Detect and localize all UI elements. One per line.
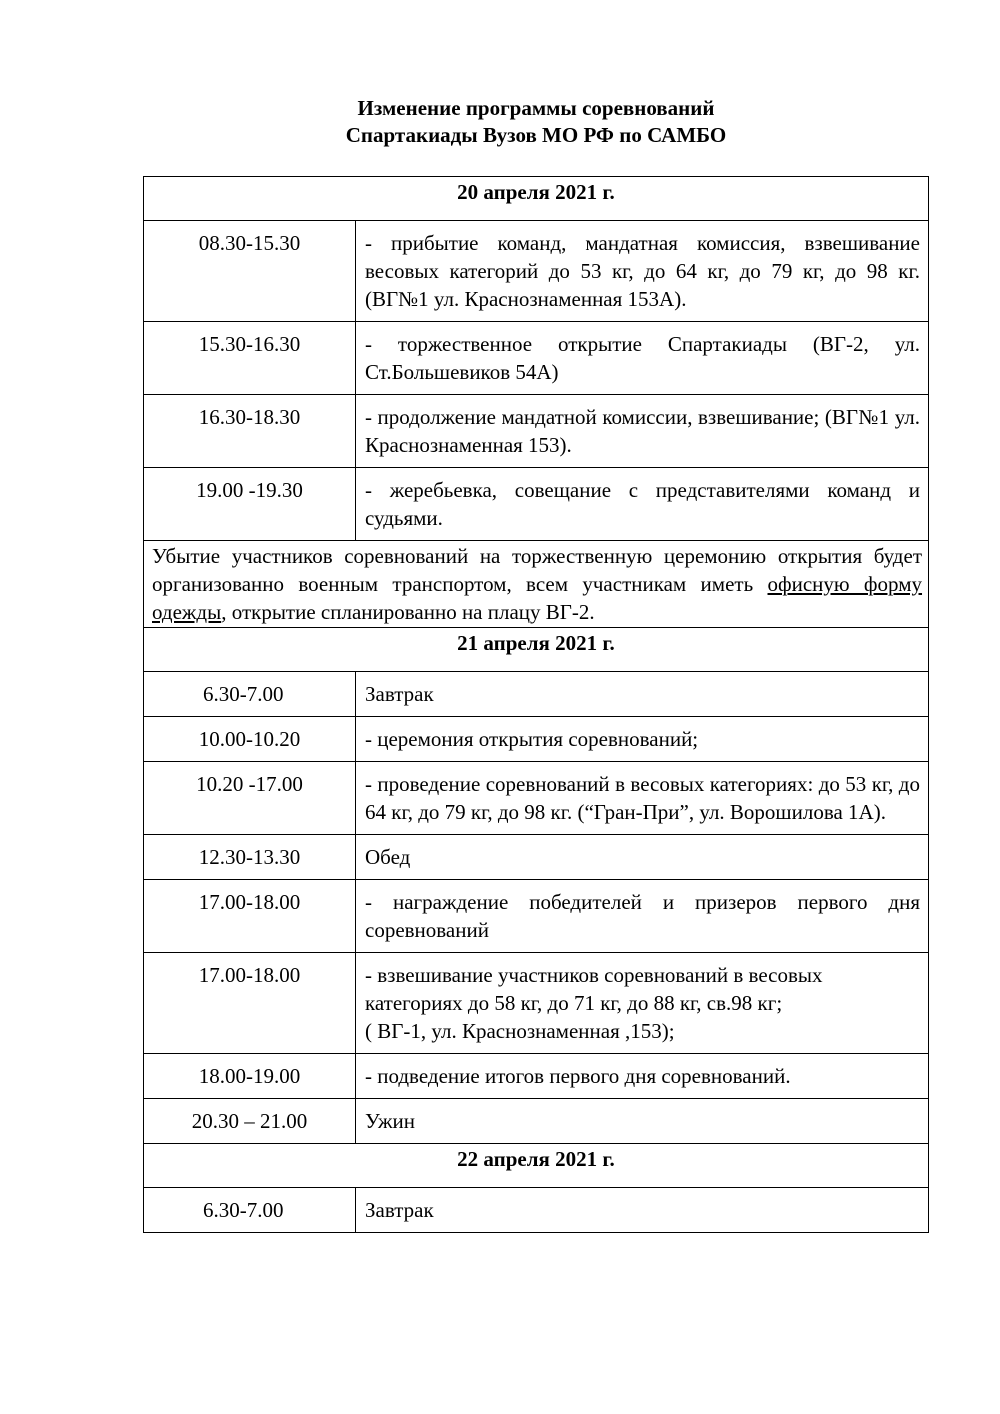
table-row xyxy=(144,322,929,395)
document-title xyxy=(0,95,1000,149)
time-cell: 17.00-18.00 xyxy=(144,880,356,953)
note-row xyxy=(144,541,929,628)
time-cell: 12.30-13.30 xyxy=(144,835,356,880)
transport-note xyxy=(144,541,929,628)
time-cell: 18.00-19.00 xyxy=(144,1054,356,1099)
title-line-2: Спартакиады Вузов МО РФ по САМБО xyxy=(345,123,727,147)
description-cell: Ужин xyxy=(356,1099,929,1144)
time-cell: 08.30-15.30 xyxy=(144,221,356,322)
table-row xyxy=(144,835,929,880)
time-cell: 17.00-18.00 xyxy=(144,953,356,1054)
date-row xyxy=(144,628,929,672)
date-heading: 21 апреля 2021 г. xyxy=(144,628,929,672)
description-cell: - церемония открытия соревнований; xyxy=(356,717,929,762)
description-cell: - торжественное открытие Спартакиады (ВГ-2, ул. Ст.Большевиков 54А) xyxy=(356,322,929,395)
title-line-1: Изменение программы соревнований xyxy=(357,96,715,120)
time-cell: 20.30 – 21.00 xyxy=(144,1099,356,1144)
date-heading: 22 апреля 2021 г. xyxy=(144,1144,929,1188)
table-row xyxy=(144,468,929,541)
time-cell: 6.30-7.00 xyxy=(144,1188,356,1233)
time-cell: 15.30-16.30 xyxy=(144,322,356,395)
description-cell: - проведение соревнований в весовых категориях: до 53 кг, до 64 кг, до 79 кг, до 98 кг. (“Гран-При”, ул. Ворошилова 1А). xyxy=(356,762,929,835)
note-text: Убытие участников соревнований на торжественную церемонию открытия будет организованно военным транспортом, всем участникам иметь xyxy=(152,544,922,596)
date-row xyxy=(144,177,929,221)
description-cell: - жеребьевка, совещание с представителями команд и судьями. xyxy=(356,468,929,541)
description-line: ( ВГ-1, ул. Краснознаменная ,153); xyxy=(365,1019,675,1043)
time-cell: 6.30-7.00 xyxy=(144,672,356,717)
description-cell: - прибытие команд, мандатная комиссия, взвешивание весовых категорий до 53 кг, до 64 кг, до 79 кг, до 98 кг. (ВГ№1 ул. Краснознаменная 153А). xyxy=(356,221,929,322)
time-cell: 10.20 -17.00 xyxy=(144,762,356,835)
table-row xyxy=(144,1099,929,1144)
date-heading: 20 апреля 2021 г. xyxy=(144,177,929,221)
description-cell: - награждение победителей и призеров первого дня соревнований xyxy=(356,880,929,953)
description-line: - взвешивание участников соревнований в весовых xyxy=(365,963,823,987)
table-row xyxy=(144,1188,929,1233)
table-row xyxy=(144,762,929,835)
time-cell: 19.00 -19.30 xyxy=(144,468,356,541)
description-cell: - подведение итогов первого дня соревнований. xyxy=(356,1054,929,1099)
table-row xyxy=(144,221,929,322)
description-line: категориях до 58 кг, до 71 кг, до 88 кг, св.98 кг; xyxy=(365,991,783,1015)
note-text-end: , открытие спланированно на плацу ВГ-2. xyxy=(221,600,595,624)
description-cell: Завтрак xyxy=(356,1188,929,1233)
table-row xyxy=(144,1054,929,1099)
table-row xyxy=(144,953,929,1054)
date-row xyxy=(144,1144,929,1188)
description-cell: - продолжение мандатной комиссии, взвешивание; (ВГ№1 ул. Краснознаменная 153). xyxy=(356,395,929,468)
schedule-table xyxy=(143,176,929,1233)
description-cell: Обед xyxy=(356,835,929,880)
table-row xyxy=(144,880,929,953)
time-cell: 10.00-10.20 xyxy=(144,717,356,762)
description-cell: Завтрак xyxy=(356,672,929,717)
table-row xyxy=(144,672,929,717)
time-cell: 16.30-18.30 xyxy=(144,395,356,468)
table-row xyxy=(144,395,929,468)
description-cell xyxy=(356,953,929,1054)
table-row xyxy=(144,717,929,762)
dress-code-text: офисную форму одежды xyxy=(152,572,923,624)
